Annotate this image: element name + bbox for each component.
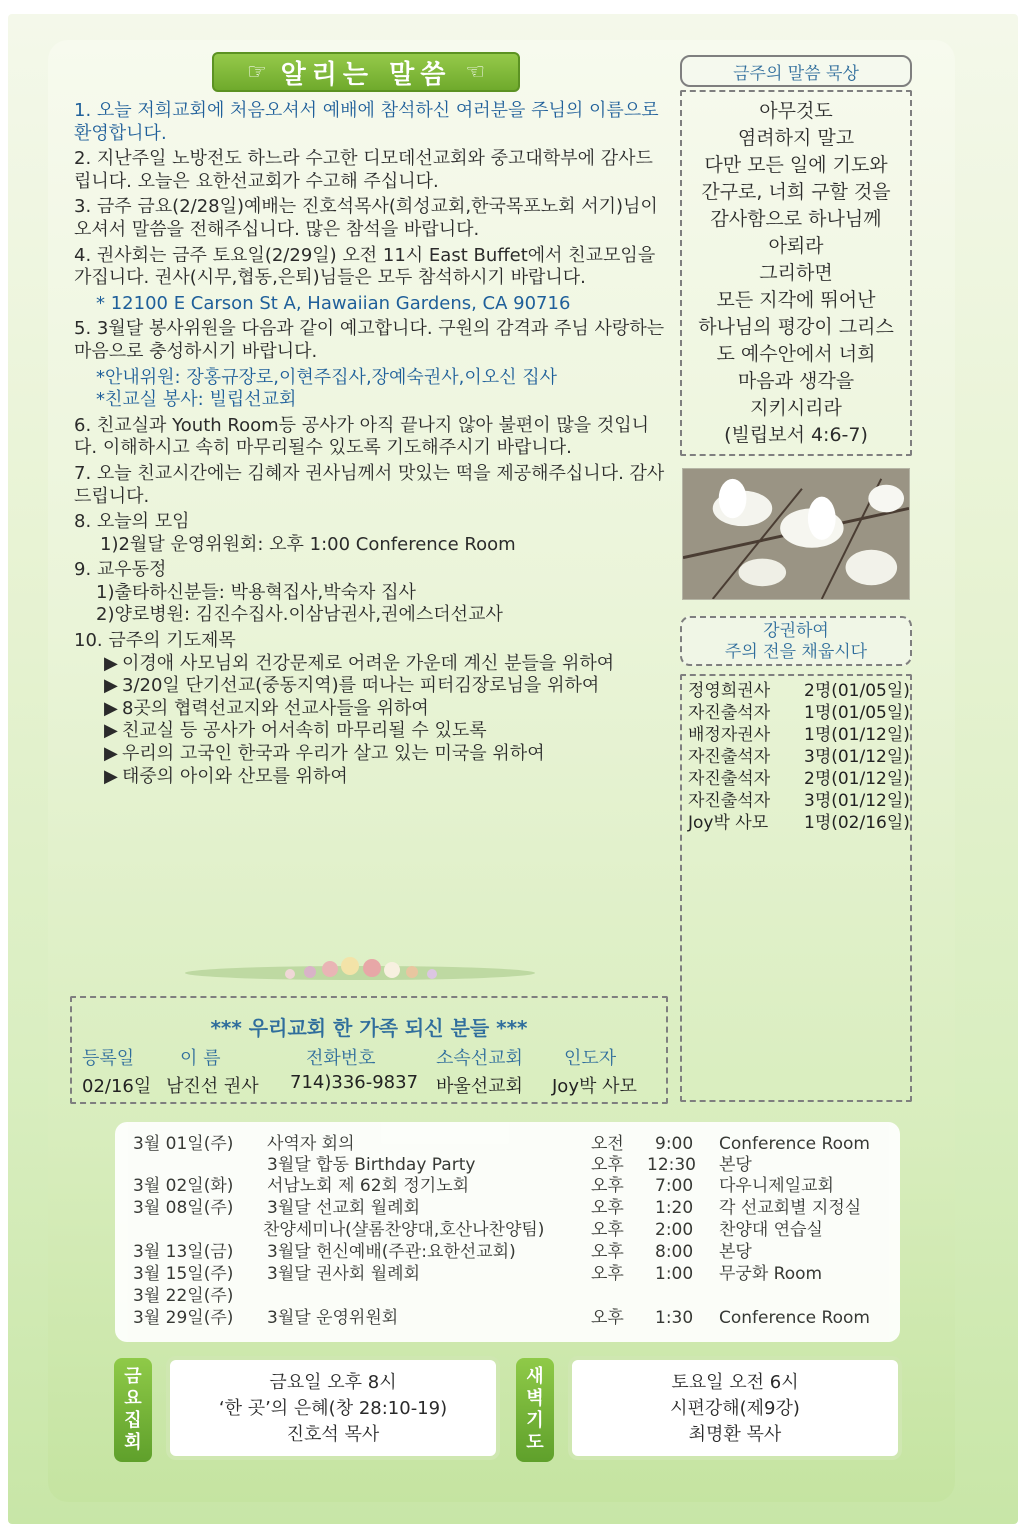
prayer-item: ▶ 태중의 아이와 산모를 위하여 [104,765,348,787]
triangle-bullet-icon: ▶ [104,697,118,719]
verse-line: 간구로, 너희 구할 것을 [701,181,891,203]
pointing-hand-left-icon: ☜ [465,59,486,85]
schedule-place: Conference Room [719,1308,870,1328]
friday-meeting-sermon: ‘한 곳’의 은혜(창 28:10-19) [218,1398,448,1419]
verse-line: 아뢰라 [768,235,824,257]
schedule-date: 3월 01일(주) [133,1134,234,1154]
verse-line: 다만 모든 일에 기도와 [704,154,888,176]
announcement-item: 6. 친교실과 Youth Room등 공사가 아직 끝나지 않아 불편이 많을 것입니다. 이해하시고 속히 마무리될수 있도록 기도해주시기 바랍니다. [74,414,650,459]
tab-char: 새 [526,1366,544,1387]
header-name: 이 름 [180,1048,221,1069]
member-date: 02/16일 [82,1076,152,1097]
announcements-title: 알리는 말씀 [280,59,452,90]
verse-reference: (빌립보서 4:6-7) [724,424,868,446]
evangelism-title-line: 주의 전을 채웁시다 [724,642,868,662]
dawn-prayer-sermon: 시편강해(제9강) [670,1398,800,1419]
prayer-item: ▶ 8곳의 협력선교지와 선교사들을 위하여 [104,697,429,719]
schedule-event: 사역자 회의 [267,1134,355,1154]
announcements-list [74,100,670,788]
schedule-date: 3월 29일(주) [133,1308,234,1328]
schedule-place: 본당 [719,1242,752,1262]
schedule-time: 12:30 [647,1155,696,1175]
announcement-address: * 12100 E Carson St A, Hawaiian Gardens, CA 90716 [96,292,571,314]
schedule-event: 3월달 헌신예배(주관:요한선교회) [267,1242,516,1262]
header-guide: 인도자 [564,1048,617,1069]
tab-char: 도 [526,1432,544,1453]
announcement-item: 3. 금주 금요(2/28일)예배는 진호석목사(희성교회,한국목포노회 서기)님이 오셔서 말씀을 전해주십니다. 많은 참석을 바랍니다. [74,196,658,240]
dawn-prayer-time: 토요일 오전 6시 [671,1372,799,1393]
verse-line: 지키시리라 [750,397,842,419]
announcements-title-banner [212,52,520,92]
schedule-place: 찬양대 연습실 [719,1220,823,1240]
evangelism-title-line: 강권하여 [763,621,829,641]
schedule-date: 3월 08일(주) [133,1198,234,1218]
schedule-place: Conference Room [719,1134,870,1154]
tab-char: 요 [124,1388,142,1409]
verse-line: 염려하지 말고 [737,127,855,149]
evangelism-list-box: 정영희권사 2명(01/05일) 자진출석자 1명(01/05일) 배정자권사 1명(01/12일) 자진출석자 3명(01/12일) 자진출석자 2명(01/12일) 자진출석자 3명(01/12일) Joy박 사모 1명(02/16일) [680,674,912,1102]
schedule-ampm: 오후 [591,1220,624,1240]
schedule-event: 찬양세미나(샬롬찬양대,호산나찬양팀) [263,1220,545,1240]
prayer-item: ▶ 우리의 고국인 한국과 우리가 살고 있는 미국을 위하여 [104,743,545,765]
verse-line: 아무것도 [759,100,833,122]
schedule-place: 각 선교회별 지정실 [719,1198,862,1218]
tab-char: 금 [124,1366,142,1387]
dawn-prayer-box [568,1356,902,1460]
member-phone: 714)336-9837 [290,1072,419,1093]
tab-char: 기 [526,1410,544,1431]
weekly-verse-box [680,90,912,456]
verse-line: 모든 지각에 뛰어난 [716,289,876,311]
schedule-ampm: 오후 [591,1264,624,1284]
announcement-subitem: 2)양로병원: 김진수집사.이삼남권사,권에스더선교사 [96,604,503,626]
magnolia-flower-photo [682,468,910,600]
schedule-event: 3월달 선교회 월례회 [267,1198,420,1218]
schedule-event: 서남노회 제 62회 정기노회 [267,1176,470,1196]
friday-meeting-time: 금요일 오후 8시 [269,1372,397,1393]
announcement-item: 7. 오늘 친교시간에는 김혜자 권사님께서 맛있는 떡을 제공해주십니다. 감사드립니다. [74,462,665,507]
prayer-item: ▶ 친교실 등 공사가 어서속히 마무리될 수 있도록 [104,720,487,742]
new-members-box [70,996,668,1104]
triangle-bullet-icon: ▶ [104,720,118,742]
schedule-event: 3월달 권사회 월례회 [267,1264,420,1284]
verse-line: 그리하면 [759,262,833,284]
tab-char: 벽 [526,1388,544,1409]
schedule-ampm: 오후 [591,1176,624,1196]
schedule-ampm: 오후 [591,1198,624,1218]
friday-meeting-preacher: 진호석 목사 [286,1424,380,1445]
schedule-time: 9:00 [655,1134,694,1154]
verse-line: 도 예수안에서 너희 [716,343,876,365]
schedule-time: 1:20 [655,1198,694,1218]
schedule-place: 다우니제일교회 [719,1176,834,1196]
dawn-prayer-preacher: 최명환 목사 [688,1424,782,1445]
triangle-bullet-icon: ▶ [104,652,118,674]
schedule-ampm: 오후 [591,1308,624,1328]
announcement-item: 2. 지난주일 노방전도 하느라 수고한 디모데선교회와 중고대학부에 감사드립니다. 오늘은 요한선교회가 수고해 주십니다. [74,148,653,192]
announcement-item: 10. 금주의 기도제목 [74,630,236,652]
schedule-ampm: 오전 [591,1134,624,1154]
friday-meeting-box [166,1356,500,1460]
triangle-bullet-icon: ▶ [104,675,118,697]
announcement-subitem: *안내위원: 장홍규장로,이현주집사,장예숙권사,이오신 집사 [96,366,557,388]
schedule-date: 3월 13일(금) [133,1242,234,1262]
schedule-time: 2:00 [655,1220,694,1240]
announcement-item: 8. 오늘의 모임 [74,511,190,533]
header-registration-date: 등록일 [82,1048,135,1069]
schedule-time: 1:00 [655,1264,694,1284]
announcement-item: 5. 3월달 봉사위원을 다음과 같이 예고합니다. 구원의 감격과 주님 사랑하는 마음으로 충성하시기 바랍니다. [74,318,665,362]
friday-meeting-tab [114,1358,152,1462]
schedule-date: 3월 22일(주) [133,1286,234,1306]
schedule-place: 무궁화 Room [719,1264,823,1284]
announcement-item: 4. 권사회는 금주 토요일(2/29일) 오전 11시 East Buffet에서 친교모임을 가집니다. 권사(시무,협동,은퇴)님들은 모두 참석하시기 바랍니다. [74,244,656,289]
member-guide: Joy박 사모 [552,1076,637,1097]
prayer-item: ▶ 이경애 사모님외 건강문제로 어려운 가운데 계신 분들을 위하여 [104,652,615,674]
prayer-item: ▶ 3/20일 단기선교(중동지역)를 떠나는 피터김장로님을 위하여 [104,675,600,697]
schedule-date: 3월 15일(주) [133,1264,234,1284]
schedule-event: 3월달 운영위원회 [267,1308,399,1328]
weekly-verse-title: 금주의 말씀 묵상 [680,55,912,87]
tab-char: 회 [124,1432,142,1453]
triangle-bullet-icon: ▶ [104,765,118,787]
verse-line: 하나님의 평강이 그리스 [698,316,894,338]
member-mission-group: 바울선교회 [436,1076,523,1097]
schedule-place: 본당 [719,1155,752,1175]
verse-line: 감사함으로 하나님께 [710,208,882,230]
announcement-subitem: *친교실 봉사: 빌립선교회 [96,389,297,411]
flower-garland-divider [180,955,540,987]
header-mission-group: 소속선교회 [436,1048,523,1069]
announcement-item: 9. 교우동정 [74,559,167,581]
new-members-title: *** 우리교회 한 가족 되신 분들 *** [210,1016,528,1040]
announcement-subitem: 1)2월달 운영위원회: 오후 1:00 Conference Room [100,533,516,555]
dawn-prayer-tab [516,1358,554,1462]
announcement-item: 1. 오늘 저희교회에 처음오셔서 예배에 참석하신 여러분을 주님의 이름으로 환영합니다. [74,100,659,144]
header-phone: 전화번호 [306,1048,376,1069]
schedule-time: 7:00 [655,1176,694,1196]
schedule-time: 1:30 [655,1308,694,1328]
schedule-event: 3월달 합동 Birthday Party [267,1155,476,1175]
tab-char: 집 [124,1410,142,1431]
triangle-bullet-icon: ▶ [104,743,118,765]
evangelism-title [680,616,912,666]
member-name: 남진선 권사 [166,1076,259,1097]
announcement-subitem: 1)출타하신분들: 박용혁집사,박숙자 집사 [96,581,416,603]
schedule-date: 3월 02일(화) [133,1176,234,1196]
schedule-ampm: 오후 [591,1155,624,1175]
schedule-time: 8:00 [655,1242,694,1262]
schedule-ampm: 오후 [591,1242,624,1262]
verse-line: 마음과 생각을 [737,370,855,392]
pointing-hand-right-icon: ☞ [246,59,267,85]
march-schedule-table [115,1122,900,1342]
